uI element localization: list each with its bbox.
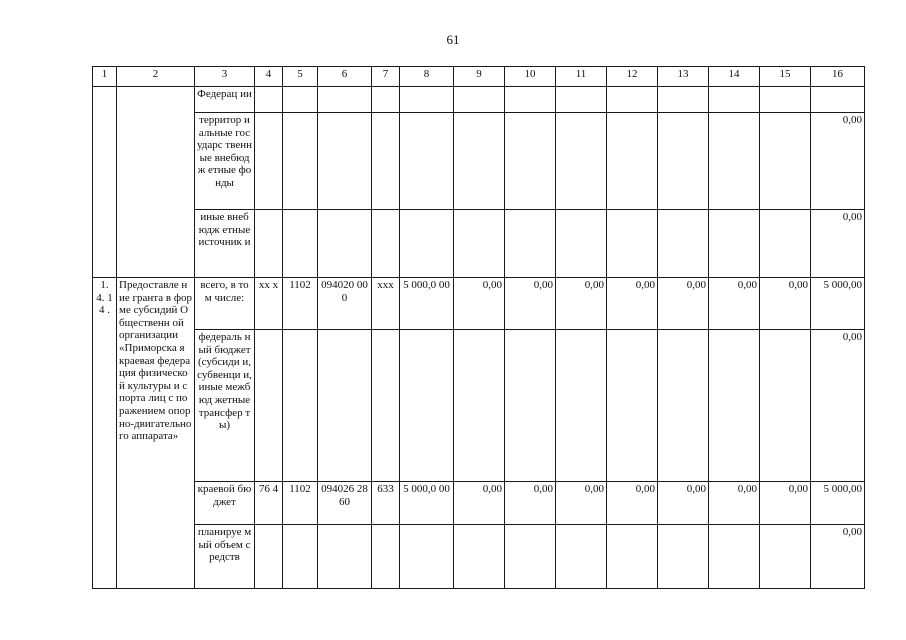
num-cell-empty — [93, 87, 117, 278]
table-row — [93, 525, 865, 589]
source-cell: иные внебюдж етные источник и — [195, 210, 255, 278]
header-cell: 15 — [760, 67, 811, 87]
header-cell: 13 — [658, 67, 709, 87]
header-cell: 12 — [607, 67, 658, 87]
item-name: Предоставле ние гранта в форме субсидий Общественн ой организации «Приморска я краевая федерация физической культуры и спорта лиц с поражением опорно-двигательно го аппарата» — [117, 278, 195, 589]
name-cell-empty — [117, 87, 195, 278]
total-cell: 0,00 — [811, 210, 865, 278]
amount-cell: 5 000,0 00 — [400, 278, 454, 330]
header-cell: 4 — [255, 67, 283, 87]
header-cell: 2 — [117, 67, 195, 87]
total-cell: 5 000,00 — [811, 278, 865, 330]
grbs-cell: xx x — [255, 278, 283, 330]
source-cell: планируе мый объем средств — [195, 525, 255, 589]
total-cell: 0,00 — [811, 525, 865, 589]
header-cell: 9 — [454, 67, 505, 87]
amount-cell: 0,00 — [454, 482, 505, 525]
source-cell: федераль ный бюджет (субсиди и, субвенци и, иные межбюд жетные трансфер ты) — [195, 330, 255, 482]
header-cell: 5 — [283, 67, 318, 87]
grbs-cell: 76 4 — [255, 482, 283, 525]
csr-cell: 094020 000 — [318, 278, 372, 330]
header-cell: 10 — [505, 67, 556, 87]
budget-table — [92, 66, 865, 589]
vr-cell: xxx — [372, 278, 400, 330]
amount-cell: 0,00 — [505, 278, 556, 330]
amount-cell: 0,00 — [556, 278, 607, 330]
total-cell: 5 000,00 — [811, 482, 865, 525]
amount-cell: 0,00 — [607, 482, 658, 525]
amount-cell: 0,00 — [658, 278, 709, 330]
item-number: 1. 4. 14 . — [93, 278, 117, 589]
amount-cell: 5 000,0 00 — [400, 482, 454, 525]
amount-cell: 0,00 — [607, 278, 658, 330]
table-row — [93, 330, 865, 482]
vr-cell: 633 — [372, 482, 400, 525]
amount-cell: 0,00 — [454, 278, 505, 330]
header-cell: 11 — [556, 67, 607, 87]
source-cell: краевой бюджет — [195, 482, 255, 525]
header-cell: 14 — [709, 67, 760, 87]
amount-cell: 0,00 — [760, 482, 811, 525]
source-cell: территор иальные государс твенные внебюдж етные фонды — [195, 113, 255, 210]
total-cell: 0,00 — [811, 330, 865, 482]
amount-cell: 0,00 — [709, 482, 760, 525]
table-row — [93, 210, 865, 278]
header-cell: 1 — [93, 67, 117, 87]
amount-cell: 0,00 — [760, 278, 811, 330]
header-cell: 3 — [195, 67, 255, 87]
table-row — [93, 87, 865, 113]
header-cell: 6 — [318, 67, 372, 87]
amount-cell: 0,00 — [658, 482, 709, 525]
table-row — [93, 278, 865, 330]
header-cell: 7 — [372, 67, 400, 87]
total-cell: 0,00 — [811, 113, 865, 210]
header-row — [93, 67, 865, 87]
rzpr-cell: 1102 — [283, 278, 318, 330]
source-cell: Федерац ии — [195, 87, 255, 113]
rzpr-cell: 1102 — [283, 482, 318, 525]
source-cell: всего, в том числе: — [195, 278, 255, 330]
header-cell: 16 — [811, 67, 865, 87]
table-row — [93, 113, 865, 210]
table-row — [93, 482, 865, 525]
page-number: 61 — [446, 32, 460, 47]
amount-cell: 0,00 — [505, 482, 556, 525]
csr-cell: 094026 2860 — [318, 482, 372, 525]
amount-cell: 0,00 — [709, 278, 760, 330]
header-cell: 8 — [400, 67, 454, 87]
amount-cell: 0,00 — [556, 482, 607, 525]
